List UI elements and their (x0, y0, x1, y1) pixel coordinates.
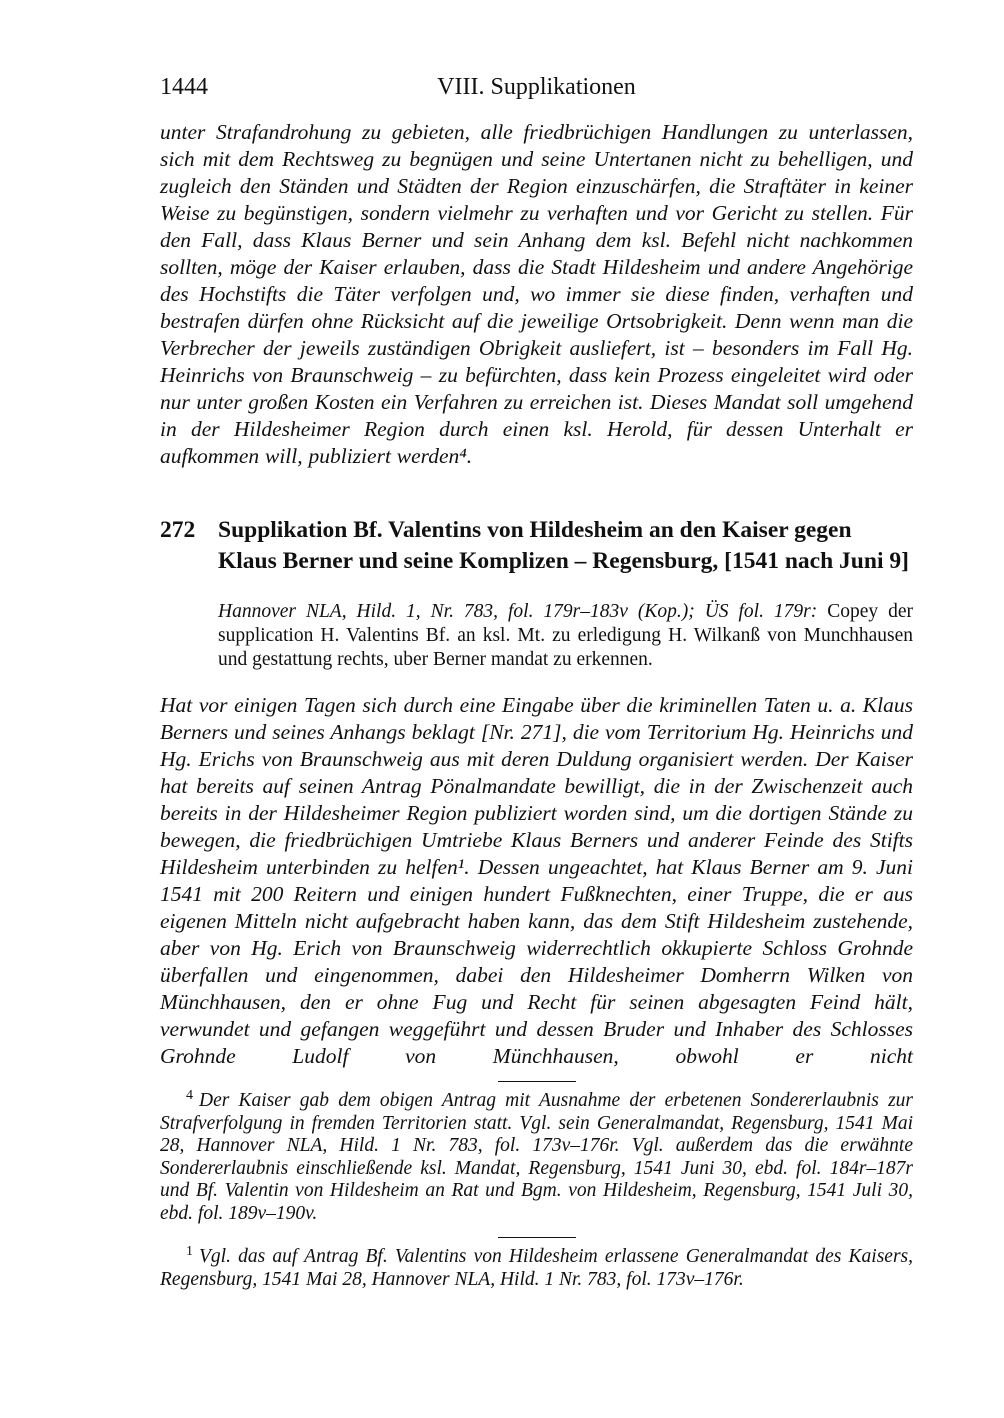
archive-reference: Hannover NLA, Hild. 1, Nr. 783, fol. 179r–183v (Kop.); ÜS fol. 179r: (218, 601, 818, 622)
entry-number: 272 (160, 517, 196, 543)
page-content (160, 74, 913, 1291)
entry-heading (160, 515, 913, 577)
footnote-separator-2 (498, 1237, 576, 1238)
footnote-4-text: Der Kaiser gab dem obigen Antrag mit Ausnahme der erbetenen Sondererlaubnis zur Strafverfolgung in fremden Territorien statt. Vgl. sein Generalmandat, Regensburg, 1541 Mai 28, Hannover NLA, Hild. 1 Nr. 783, fol. 173v–176r. Vgl. außerdem das die erwähnte Sondererlaubnis einschließende ksl. Mandat, Regensburg, 1541 Juni 30, ebd. fol. 184r–187r und Bf. Valentin von Hildesheim an Rat und Bgm. von Hildesheim, Regensburg, 1541 Juli 30, ebd. fol. 189v–190v. (160, 1090, 913, 1224)
footnote-1-marker: 1 (186, 1243, 193, 1259)
running-header-title: VIII. Supplikationen (437, 74, 636, 100)
footnote-4-marker: 4 (186, 1087, 193, 1103)
archive-original-title: Copey der supplication H. Valentins Bf. an ksl. Mt. zu erledigung H. Wilkanß von Munchhausen und gestattung rechts, uber Berner mandat zu erkennen. (218, 601, 914, 670)
entry-regest-paragraph: Hat vor einigen Tagen sich durch eine Eingabe über die kriminellen Taten u. a. Klaus Berners und seines Anhangs beklagt [Nr. 271], die vom Territorium Hg. Heinrichs und Hg. Erichs von Braunschweig aus mit deren Duldung organisiert werden. Der Kaiser hat bereits auf seinen Antrag Pönalmandate bewilligt, die in der Zwischenzeit auch bereits in der Hildesheimer Region publiziert worden sind, um die dortigen Stände zu bewegen, die friedbrüchigen Umtriebe Klaus Berners und anderer Feinde des Stifts Hildesheim unterbinden zu helfen¹. Dessen ungeachtet, hat Klaus Berner am 9. Juni 1541 mit 200 Reitern und einigen hundert Fußknechten, einer Truppe, die er aus eigenen Mitteln nicht aufgebracht haben kann, das dem Stift Hildesheim zustehende, aber von Hg. Erich von Braunschweig widerrechtlich okkupierte Schloss Grohnde überfallen und eingenommen, dabei den Hildesheimer Domherrn Wilken von Münchhausen, den er ohne Fug und Recht für seinen abgesagten Feind hält, verwundet und gefangen weggeführt und dessen Bruder und Inhaber des Schlosses Grohnde Ludolf von Münchhausen, obwohl er nicht (160, 693, 913, 1068)
entry-title: Supplikation Bf. Valentins von Hildesheim an den Kaiser gegen Klaus Berner und seine Komplizen – Regensburg, [1541 nach Juni 9] (218, 517, 909, 574)
page-number: 1444 (160, 74, 208, 100)
regest-continuation-paragraph: unter Strafandrohung zu gebieten, alle friedbrüchigen Handlungen zu unterlassen, sich mit dem Rechtsweg zu begnügen und seine Untertanen nicht zu behelligen, und zugleich den Ständen und Städten der Region einzuschärfen, die Straftäter in keiner Weise zu begünstigen, sondern vielmehr zu verhaften und vor Gericht zu stellen. Für den Fall, dass Klaus Berner und sein Anhang dem ksl. Befehl nicht nachkommen sollten, möge der Kaiser erlauben, dass die Stadt Hildesheim und andere Angehörige des Hochstifts die Täter verfolgen und, wo immer sie diese finden, verhaften und bestrafen dürfen ohne Rücksicht auf die jeweilige Ortsobrigkeit. Denn wenn man die Verbrecher der jeweils zuständigen Obrigkeit ausliefert, ist – besonders im Fall Hg. Heinrichs von Braunschweig – zu befürchten, dass kein Prozess eingeleitet wird oder nur unter großen Kosten ein Verfahren zu erreichen ist. Dieses Mandat soll umgehend in der Hildesheimer Region durch einen ksl. Herold, für dessen Unterhalt er aufkommen will, publiziert werden⁴. (160, 120, 913, 468)
archive-source-block (218, 600, 913, 672)
footnote-1 (160, 1243, 913, 1291)
running-header (160, 74, 913, 102)
footnote-separator (498, 1081, 576, 1082)
footnote-4 (160, 1087, 913, 1225)
footnote-1-text: Vgl. das auf Antrag Bf. Valentins von Hildesheim erlassene Generalmandat des Kaisers, Regensburg, 1541 Mai 28, Hannover NLA, Hild. 1 Nr. 783, fol. 173v–176r. (160, 1246, 913, 1290)
